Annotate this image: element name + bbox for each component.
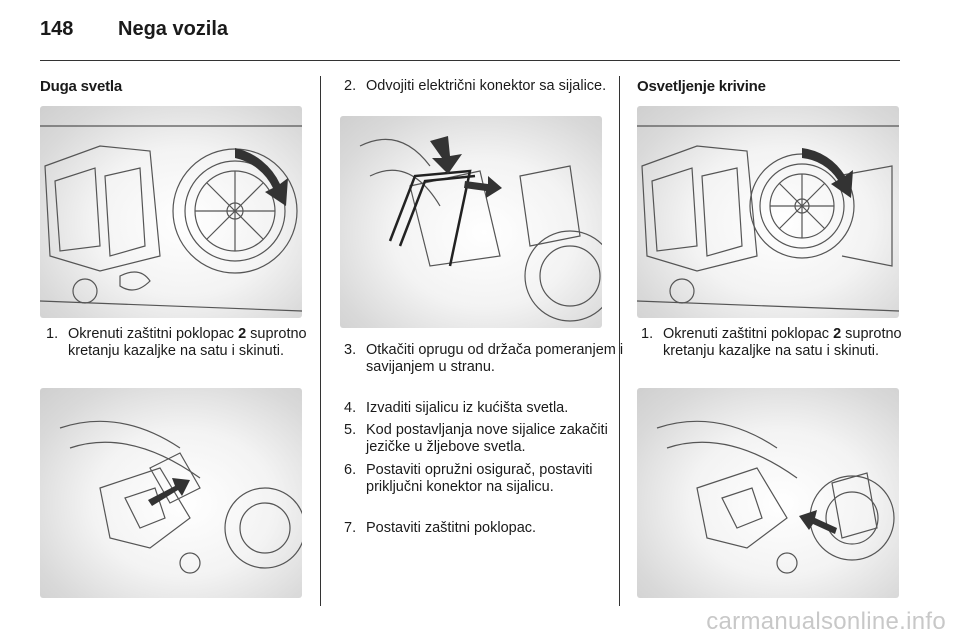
step-4 xyxy=(344,400,626,417)
step-text: Otkačiti oprugu od držača pomeranjem i savijanjem u stranu. xyxy=(366,342,624,375)
step-text: Postaviti zaštitni poklopac. xyxy=(366,520,537,536)
step-text: Odvojiti električni konektor sa sijalice. xyxy=(366,78,607,94)
illustration-cover-removal xyxy=(40,106,302,318)
step-number: 7. xyxy=(344,520,357,536)
step-7 xyxy=(344,520,626,537)
step-number: 3. xyxy=(344,342,357,358)
step-number: 5. xyxy=(344,422,357,438)
step-text-continued: suprotno kretanju kazaljke na satu i skinuti. xyxy=(68,326,307,359)
page-title: Nega vozila xyxy=(118,18,229,40)
section-heading-cornering-light: Osvetljenje krivine xyxy=(637,78,766,95)
step-1-cornering-light xyxy=(641,326,918,360)
step-bold-ref: 2 xyxy=(833,326,842,342)
step-text: Postaviti opružni osigurač, postaviti priključni konektor na sijalicu. xyxy=(366,462,593,495)
section-heading-high-beam: Duga svetla xyxy=(40,78,122,95)
step-number: 1. xyxy=(641,326,654,342)
step-1-high-beam xyxy=(46,326,318,360)
step-text: Kod postavljanja nove sijalice zakačiti jezičke u žljebove svetla. xyxy=(366,422,608,455)
step-text-continued: suprotno kretanju kazaljke na satu i skinuti. xyxy=(663,326,902,359)
illustration-connector-spring xyxy=(340,116,602,328)
step-text: Okrenuti zaštitni poklopac xyxy=(68,326,239,342)
page-number: 148 xyxy=(40,18,74,40)
step-bold-ref: 2 xyxy=(238,326,247,342)
step-3 xyxy=(344,342,626,376)
column-divider-1 xyxy=(320,76,321,606)
step-text: Okrenuti zaštitni poklopac xyxy=(663,326,834,342)
illustration-cornering-bulb-holder xyxy=(637,388,899,598)
watermark: carmanualsonline.info xyxy=(706,608,946,635)
step-number: 4. xyxy=(344,400,357,416)
step-5 xyxy=(344,422,628,456)
step-6 xyxy=(344,462,611,496)
step-text: Izvaditi sijalicu iz kućišta svetla. xyxy=(366,400,569,416)
step-number: 6. xyxy=(344,462,357,478)
step-2 xyxy=(344,78,626,95)
step-number: 1. xyxy=(46,326,59,342)
step-number: 2. xyxy=(344,78,357,94)
illustration-cornering-cover-removal xyxy=(637,106,899,318)
header-rule xyxy=(40,60,900,61)
illustration-bulb-holder xyxy=(40,388,302,598)
